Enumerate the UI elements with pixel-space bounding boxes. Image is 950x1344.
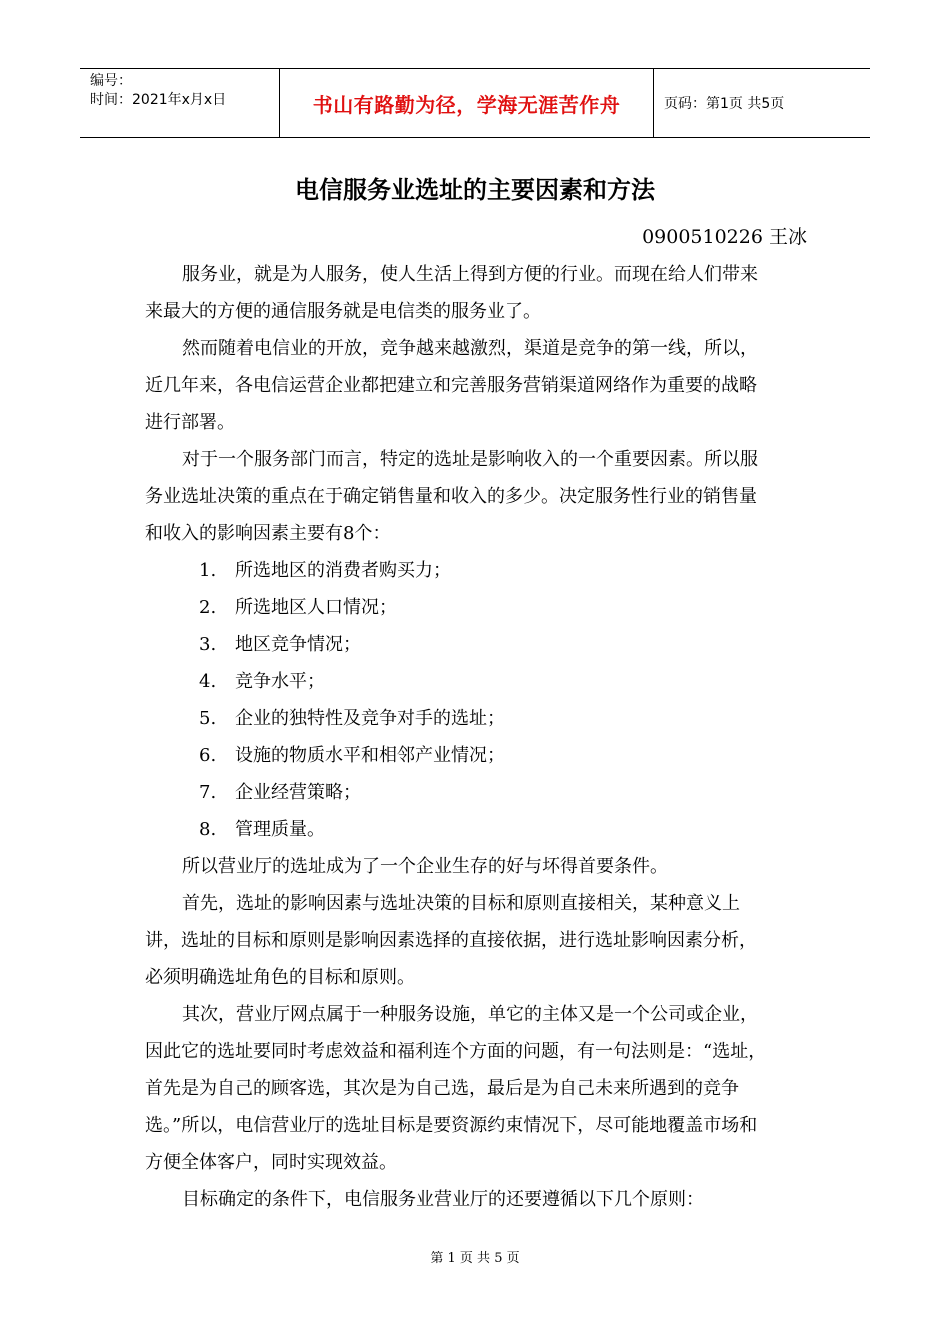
list-item <box>145 589 770 626</box>
list-text: 设施的物质水平和相邻产业情况； <box>235 745 505 766</box>
paragraph: 所以营业厅的选址成为了一个企业生存的好与坏得首要条件。 <box>182 856 668 877</box>
list-item <box>145 774 770 811</box>
paragraph: 目标确定的条件下，电信服务业营业厅的还要遵循以下几个原则： <box>182 1189 704 1210</box>
paragraph: 对于一个服务部门而言，特定的选址是影响收入的一个重要因素。所以服务业选址决策的重点在于确定销售量和收入的多少。决定服务性行业的销售量和收入的影响因素主要有8个： <box>145 449 758 544</box>
list-item <box>145 663 770 700</box>
list-text: 企业的独特性及竞争对手的选址； <box>235 708 505 729</box>
list-item <box>145 626 770 663</box>
list-text: 企业经营策略； <box>235 782 361 803</box>
list-item <box>145 737 770 774</box>
list-number: 7. <box>199 782 217 803</box>
number-label: 编号： <box>90 73 132 89</box>
paragraph: 其次，营业厅网点属于一种服务设施，单它的主体又是一个公司或企业，因此它的选址要同时考虑效益和福利连个方面的问题，有一句法则是：“选址，首先是为自己的顾客选，其次是为自己选，最后是为自己未来所遇到的竞争选。”所以，电信营业厅的选址目标是要资源约束情况下，尽可能地覆盖市场和方便全体客户，同时实现效益。 <box>145 1004 767 1173</box>
list-text: 地区竞争情况； <box>235 634 361 655</box>
list-item <box>145 700 770 737</box>
paragraph: 服务业，就是为人服务，使人生活上得到方便的行业。而现在给人们带来来最大的方便的通信服务就是电信类的服务业了。 <box>145 264 758 322</box>
list-item <box>145 552 770 589</box>
list-number: 2. <box>199 597 217 618</box>
list-number: 6. <box>199 745 217 766</box>
list-number: 3. <box>199 634 217 655</box>
list-number: 1. <box>199 560 217 581</box>
document-author: 0900510226 王冰 <box>642 226 807 248</box>
paragraph: 首先，选址的影响因素与选址决策的目标和原则直接相关，某种意义上讲，选址的目标和原则是影响因素选择的直接依据，进行选址影响因素分析，必须明确选址角色的目标和原则。 <box>145 893 757 988</box>
list-item <box>145 811 770 848</box>
header-meta-cell <box>80 69 280 137</box>
list-text: 竞争水平； <box>235 671 325 692</box>
paragraph: 然而随着电信业的开放，竞争越来越激烈，渠道是竞争的第一线，所以，近几年来，各电信运营企业都把建立和完善服务营销渠道网络作为重要的战略进行部署。 <box>145 338 758 433</box>
page-footer: 第 1 页 共 5 页 <box>430 1251 520 1266</box>
header-motto: 书山有路勤为径，学海无涯苦作舟 <box>280 69 654 137</box>
list-text: 所选地区的消费者购买力； <box>235 560 451 581</box>
document-body <box>145 256 770 1218</box>
document-title: 电信服务业选址的主要因素和方法 <box>295 176 655 204</box>
list-number: 5. <box>199 708 217 729</box>
date-label: 时间：2021年x月x日 <box>90 92 227 108</box>
list-number: 8. <box>199 819 217 840</box>
list-number: 4. <box>199 671 217 692</box>
list-text: 管理质量。 <box>235 819 325 840</box>
list-text: 所选地区人口情况； <box>235 597 397 618</box>
header-table <box>80 68 870 138</box>
header-page-info: 页码：第1页 共5页 <box>664 96 785 112</box>
